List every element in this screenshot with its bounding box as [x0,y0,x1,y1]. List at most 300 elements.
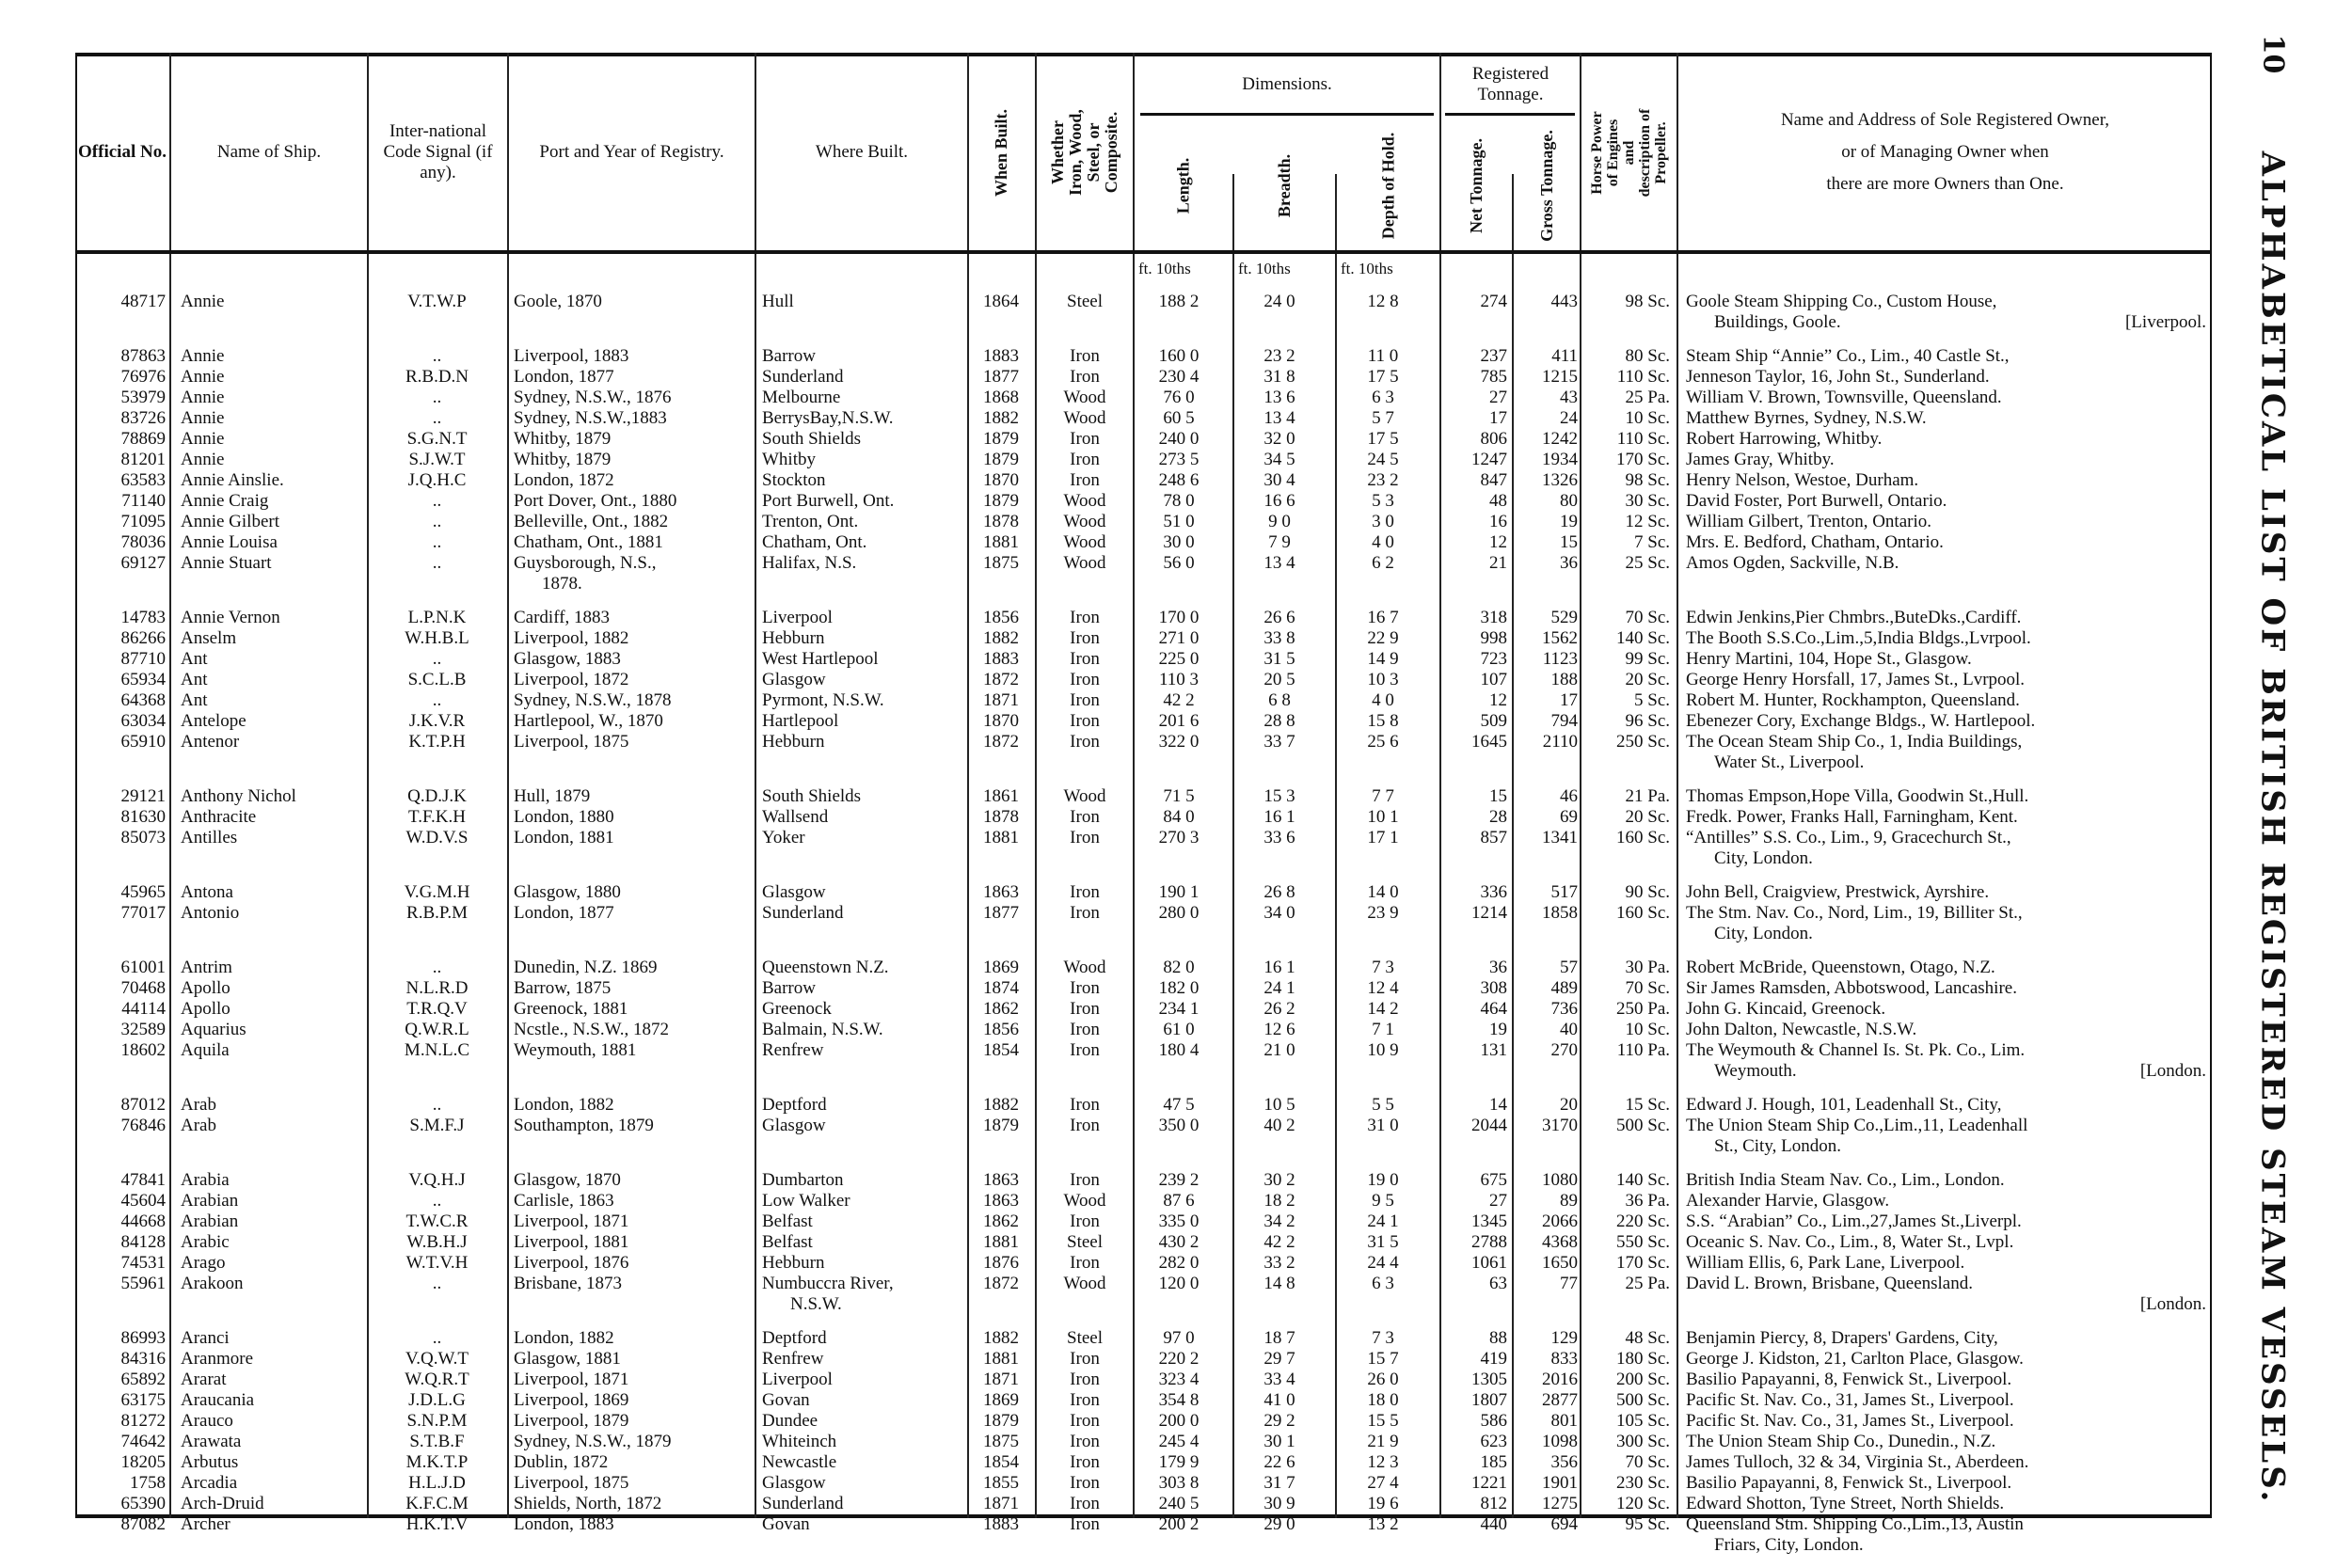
cell-dep: 7 7 [1372,786,1394,806]
cell-year: 1879 [983,1116,1019,1135]
cell-mat: Iron [1070,1432,1100,1451]
cell-signal: .. [432,690,442,710]
table-row [75,1494,2212,1514]
cell-no: 81272 [120,1411,166,1431]
table-row [75,786,2212,807]
cell-net: 12 [1489,532,1507,552]
cell-net: 1061 [1471,1253,1507,1273]
cell-built: Sunderland [762,903,844,923]
table-row [75,1473,2212,1494]
cell-signal: Q.W.R.L [405,1020,469,1039]
cell-built: Yoker [762,828,805,847]
cell-no: 65910 [120,732,166,752]
cell-signal: .. [432,958,442,977]
cell-owner: Jenneson Taylor, 16, John St., Sunderland. [1686,367,1990,387]
cell-no: 81201 [120,450,166,469]
cell-hp: 160 Sc. [1616,903,1670,923]
cell-owner: Matthew Byrnes, Sydney, N.S.W. [1686,408,1927,428]
cell-built: Sunderland [762,367,844,387]
cell-len: 182 0 [1158,978,1200,998]
cell-br: 30 9 [1263,1494,1295,1513]
cell-br: 16 1 [1263,807,1295,827]
cell-net: 1221 [1471,1473,1507,1493]
cell-name: Apollo [181,999,230,1019]
header-owner-line1: Name and Address of Sole Registered Owner, [1780,110,2110,130]
cell-dep: 24 4 [1367,1253,1399,1273]
cell-len: 280 0 [1158,903,1200,923]
cell-net: 27 [1489,388,1507,407]
cell-hp: 70 Sc. [1625,608,1670,627]
cell-year: 1856 [983,608,1019,627]
cell-gross: 46 [1560,786,1578,806]
cell-name: Annie Stuart [181,553,272,573]
cell-dep: 24 5 [1367,450,1399,469]
cell-mat: Wood [1063,1274,1106,1293]
cell-built: Deptford [762,1328,827,1348]
cell-signal: .. [432,346,442,366]
cell-br: 30 1 [1263,1432,1295,1451]
cell-port: London, 1880 [514,807,614,827]
cell-dep: 31 0 [1367,1116,1399,1135]
cell-signal: T.R.Q.V [406,999,468,1019]
cell-net: 28 [1489,807,1507,827]
cell-built: West Hartlepool [762,649,879,669]
row-spacer [75,773,2212,786]
table-row [75,470,2212,491]
cell-owner2: Water St., Liverpool. [1714,752,1865,772]
cell-year: 1862 [983,1212,1019,1231]
cell-net: 509 [1480,711,1507,731]
header-port-year: Port and Year of Registry. [539,142,724,162]
row-spacer [75,1082,2212,1095]
cell-no: 86993 [120,1328,166,1348]
cell-name: Arauco [181,1411,233,1431]
cell-mat: Iron [1070,1370,1100,1389]
cell-dep: 27 4 [1367,1473,1399,1493]
cell-mat: Wood [1063,408,1106,428]
cell-gross: 19 [1560,512,1578,531]
cell-hp: 7 Sc. [1634,532,1670,552]
cell-hp: 105 Sc. [1616,1411,1670,1431]
cell-port: Liverpool, 1871 [514,1212,629,1231]
cell-no: 29121 [120,786,166,806]
cell-net: 131 [1480,1040,1507,1060]
header-horse-power [1581,56,1677,248]
cell-owner: Basilio Papayanni, 8, Fenwick St., Liverpool. [1686,1370,2012,1389]
cell-gross: 356 [1550,1452,1578,1472]
cell-year: 1854 [983,1040,1019,1060]
cell-net: 1305 [1471,1370,1507,1389]
cell-built: Halifax, N.S. [762,553,857,573]
cell-year: 1854 [983,1452,1019,1472]
table-row-continuation [75,752,2212,773]
cell-net: 1645 [1471,732,1507,752]
cell-year: 1869 [983,1390,1019,1410]
cell-dep: 12 3 [1367,1452,1399,1472]
header-length [1135,122,1232,248]
cell-len: 30 0 [1163,532,1195,552]
cell-len: 239 2 [1158,1170,1200,1190]
cell-no: 76846 [120,1116,166,1135]
cell-year: 1881 [983,532,1019,552]
cell-mat: Iron [1070,470,1100,490]
row-spacer [75,1157,2212,1170]
cell-no: 44114 [121,999,166,1019]
cell-no: 65892 [120,1370,166,1389]
cell-year: 1868 [983,388,1019,407]
cell-owner: David L. Brown, Brisbane, Queensland. [1686,1274,1973,1293]
cell-mat: Iron [1070,346,1100,366]
cell-mat: Wood [1063,553,1106,573]
cell-dep: 10 1 [1367,807,1399,827]
table-row [75,1253,2212,1274]
cell-dep: 18 0 [1367,1390,1399,1410]
cell-mat: Iron [1070,1473,1100,1493]
cell-name: Annie [181,388,225,407]
cell-len: 120 0 [1158,1274,1200,1293]
cell-mat: Iron [1070,690,1100,710]
cell-hp: 48 Sc. [1625,1328,1670,1348]
cell-year: 1861 [983,786,1019,806]
cell-year: 1881 [983,1349,1019,1369]
table-row [75,1328,2212,1349]
cell-owner: Queensland Stm. Shipping Co.,Lim.,13, Austin [1686,1514,2024,1534]
cell-br: 29 2 [1263,1411,1295,1431]
cell-net: 308 [1480,978,1507,998]
cell-mat: Iron [1070,1040,1100,1060]
cell-hp: 500 Sc. [1616,1390,1670,1410]
cell-built: Stockton [762,470,826,490]
cell-built: South Shields [762,786,862,806]
cell-owner: James Gray, Whitby. [1686,450,1835,469]
cell-len: 76 0 [1163,388,1195,407]
cell-br: 40 2 [1263,1116,1295,1135]
cell-signal: V.G.M.H [404,882,470,902]
cell-mat: Iron [1070,1020,1100,1039]
cell-len: 60 5 [1163,408,1195,428]
cell-built: Trenton, Ont. [762,512,859,531]
units-depth: ft. 10ths [1341,260,1393,277]
cell-signal: .. [432,491,442,511]
cell-br: 14 8 [1263,1274,1295,1293]
dimensions-rule [1140,113,1434,116]
table-row [75,978,2212,999]
cell-dep: 17 1 [1367,828,1399,847]
cell-year: 1879 [983,450,1019,469]
side-title-text: ALPHABETICAL LIST OF BRITISH REGISTERED STEAM VESSELS. [2253,150,2292,1505]
cell-dep: 22 9 [1367,628,1399,648]
cell-year: 1879 [983,491,1019,511]
cell-no: 65934 [120,670,166,689]
cell-br: 28 8 [1263,711,1295,731]
cell-port: London, 1881 [514,828,614,847]
cell-br: 34 2 [1263,1212,1295,1231]
table-row [75,1232,2212,1253]
cell-len: 87 6 [1163,1191,1195,1211]
cell-signal: .. [432,649,442,669]
cell-br: 33 4 [1263,1370,1295,1389]
cell-br: 31 8 [1263,367,1295,387]
cell-hp: 36 Pa. [1625,1191,1670,1211]
cell-hp: 98 Sc. [1625,292,1670,311]
cell-name: Aranci [181,1328,230,1348]
cell-len: 71 5 [1163,786,1195,806]
cell-br: 13 6 [1263,388,1295,407]
cell-mat: Iron [1070,999,1100,1019]
cell-built: Govan [762,1390,810,1410]
cell-gross: 1098 [1542,1432,1578,1451]
cell-signal: S.J.W.T [408,450,466,469]
cell-no: 44668 [120,1212,166,1231]
cell-built: Renfrew [762,1040,824,1060]
cell-hp: 170 Sc. [1616,1253,1670,1273]
cell-name: Arcadia [181,1473,238,1493]
side-title [2244,150,2300,1505]
cell-dep: 19 6 [1367,1494,1399,1513]
cell-owner: James Tulloch, 32 & 34, Virginia St., Aberdeen. [1686,1452,2029,1472]
cell-port: Liverpool, 1869 [514,1390,629,1410]
cell-name: Annie [181,408,225,428]
cell-br: 20 5 [1263,670,1295,689]
cell-len: 170 0 [1158,608,1200,627]
cell-net: 440 [1480,1514,1507,1534]
cell-year: 1871 [983,1494,1019,1513]
cell-no: 87710 [120,649,166,669]
cell-dep: 5 7 [1372,408,1394,428]
cell-net: 847 [1480,470,1507,490]
cell-signal: .. [432,532,442,552]
cell-gross: 1341 [1542,828,1578,847]
cell-year: 1877 [983,903,1019,923]
table-row [75,1116,2212,1136]
cell-br: 23 2 [1263,346,1295,366]
cell-mat: Iron [1070,1390,1100,1410]
cell-name: Anthracite [181,807,257,827]
cell-len: 97 0 [1163,1328,1195,1348]
table-row-continuation [75,574,2212,594]
cell-gross: 1123 [1542,649,1578,669]
cell-signal: .. [432,553,442,573]
cell-net: 237 [1480,346,1507,366]
cell-no: 14783 [120,608,166,627]
cell-owner: S.S. “Arabian” Co., Lim.,27,James St.,Liverpl. [1686,1212,2022,1231]
cell-owner: Ebenezer Cory, Exchange Bldgs., W. Hartlepool. [1686,711,2036,731]
cell-name: Annie [181,292,225,311]
cell-br: 33 7 [1263,732,1295,752]
cell-name: Arabian [181,1191,239,1211]
cell-port: Cardiff, 1883 [514,608,611,627]
cell-no: 87012 [120,1095,166,1115]
cell-hp: 15 Sc. [1625,1095,1670,1115]
cell-gross: 2110 [1542,732,1578,752]
cell-signal: J.Q.H.C [407,470,467,490]
cell-owner: Fredk. Power, Franks Hall, Farningham, Kent. [1686,807,2018,827]
cell-dep: 19 0 [1367,1170,1399,1190]
cell-owner: Mrs. E. Bedford, Chatham, Ontario. [1686,532,1944,552]
cell-gross: 57 [1560,958,1578,977]
cell-port: Liverpool, 1882 [514,628,629,648]
cell-br: 9 0 [1268,512,1291,531]
cell-name: Arabian [181,1212,239,1231]
cell-owner: The Stm. Nav. Co., Nord, Lim., 19, Billiter St., [1686,903,2023,923]
cell-built: Port Burwell, Ont. [762,491,895,511]
cell-hp: 140 Sc. [1616,628,1670,648]
cell-no: 61001 [120,958,166,977]
cell-name: Arabic [181,1232,230,1252]
table-row [75,346,2212,367]
cell-mat: Iron [1070,649,1100,669]
cell-br: 18 2 [1263,1191,1295,1211]
cell-net: 63 [1489,1274,1507,1293]
cell-owner2r: [London. [2139,1294,2206,1314]
cell-net: 274 [1480,292,1507,311]
table-row [75,882,2212,903]
cell-built: Glasgow [762,1473,826,1493]
cell-name: Anthony Nichol [181,786,296,806]
cell-port: Dublin, 1872 [514,1452,609,1472]
cell-len: 240 5 [1158,1494,1200,1513]
cell-year: 1870 [983,711,1019,731]
header-material-text: Whether Iron, Wood, Steel, or Composite. [1048,109,1120,196]
cell-year: 1875 [983,1432,1019,1451]
cell-len: 271 0 [1158,628,1200,648]
cell-built: Deptford [762,1095,827,1115]
cell-built: Numbuccra River, [762,1274,894,1293]
cell-net: 2044 [1471,1116,1507,1135]
cell-net: 21 [1489,553,1507,573]
table-row [75,1390,2212,1411]
cell-year: 1878 [983,807,1019,827]
cell-hp: 99 Sc. [1625,649,1670,669]
cell-mat: Iron [1070,1514,1100,1534]
cell-gross: 1326 [1542,470,1578,490]
cell-port: Liverpool, 1883 [514,346,629,366]
cell-year: 1882 [983,628,1019,648]
cell-net: 723 [1480,649,1507,669]
cell-hp: 110 Sc. [1616,429,1670,449]
cell-len: 335 0 [1158,1212,1200,1231]
cell-net: 48 [1489,491,1507,511]
cell-hp: 30 Pa. [1625,958,1670,977]
cell-hp: 120 Sc. [1616,1494,1670,1513]
cell-no: 87082 [120,1514,166,1534]
table-row [75,690,2212,711]
cell-net: 857 [1480,828,1507,847]
cell-mat: Iron [1070,1411,1100,1431]
cell-dep: 4 0 [1372,532,1394,552]
cell-signal: S.M.F.J [409,1116,465,1135]
cell-year: 1874 [983,978,1019,998]
cell-name: Araucania [181,1390,255,1410]
cell-br: 31 7 [1263,1473,1295,1493]
cell-hp: 220 Sc. [1616,1212,1670,1231]
cell-mat: Iron [1070,628,1100,648]
cell-net: 586 [1480,1411,1507,1431]
cell-port: Barrow, 1875 [514,978,612,998]
cell-year: 1855 [983,1473,1019,1493]
cell-len: 240 0 [1158,429,1200,449]
cell-name: Ant [181,670,208,689]
cell-built: Barrow [762,346,816,366]
cell-gross: 1215 [1542,367,1578,387]
cell-built: Melbourne [762,388,841,407]
cell-hp: 110 Sc. [1616,367,1670,387]
cell-port: Sydney, N.S.W., 1878 [514,690,672,710]
cell-len: 42 2 [1163,690,1195,710]
cell-dep: 12 4 [1367,978,1399,998]
cell-hp: 96 Sc. [1625,711,1670,731]
cell-dep: 7 3 [1372,1328,1394,1348]
header-official-no: Official No. [78,142,167,162]
cell-port2: 1878. [542,574,582,594]
row-spacer [75,594,2212,608]
cell-no: 53979 [120,388,166,407]
cell-name: Anselm [181,628,237,648]
cell-mat: Iron [1070,828,1100,847]
cell-gross: 3170 [1542,1116,1578,1135]
cell-signal: H.K.T.V [405,1514,469,1534]
table-row [75,1452,2212,1473]
cell-len: 201 6 [1158,711,1200,731]
cell-mat: Iron [1070,429,1100,449]
cell-port: London, 1872 [514,470,614,490]
cell-dep: 9 5 [1372,1191,1394,1211]
cell-name: Antrim [181,958,232,977]
cell-name: Arbutus [181,1452,239,1472]
table-row [75,903,2212,924]
cell-owner: Robert McBride, Queenstown, Otago, N.Z. [1686,958,1995,977]
cell-owner: Alexander Harvie, Glasgow. [1686,1191,1890,1211]
cell-owner: Goole Steam Shipping Co., Custom House, [1686,292,1997,311]
cell-owner2: Friars, City, London. [1714,1535,1864,1555]
cell-signal: S.N.P.M [406,1411,468,1431]
cell-no: 71140 [121,491,166,511]
cell-port: London, 1877 [514,903,614,923]
cell-dep: 10 3 [1367,670,1399,689]
cell-mat: Wood [1063,491,1106,511]
cell-gross: 20 [1560,1095,1578,1115]
cell-port: Liverpool, 1879 [514,1411,629,1431]
cell-no: 85073 [120,828,166,847]
cell-built: Pyrmont, N.S.W. [762,690,884,710]
cell-net: 1247 [1471,450,1507,469]
cell-gross: 24 [1560,408,1578,428]
cell-mat: Iron [1070,1452,1100,1472]
table-row [75,649,2212,670]
cell-signal: V.Q.W.T [405,1349,469,1369]
cell-owner2: City, London. [1714,924,1813,943]
cell-name: Arawata [181,1432,242,1451]
table-row [75,1040,2212,1061]
cell-dep: 7 3 [1372,958,1394,977]
cell-signal: J.K.V.R [408,711,466,731]
cell-signal: M.N.L.C [404,1040,470,1060]
cell-gross: 443 [1550,292,1578,311]
cell-gross: 80 [1560,491,1578,511]
cell-dep: 14 2 [1367,999,1399,1019]
table-row [75,1349,2212,1370]
cell-owner: John Dalton, Newcastle, N.S.W. [1686,1020,1917,1039]
cell-mat: Wood [1063,958,1106,977]
cell-year: 1883 [983,1514,1019,1534]
cell-name: Annie [181,429,225,449]
cell-owner: Edwin Jenkins,Pier Chmbrs.,ButeDks.,Cardiff. [1686,608,2022,627]
cell-hp: 70 Sc. [1625,1452,1670,1472]
table-row [75,388,2212,408]
cell-net: 318 [1480,608,1507,627]
cell-port: Port Dover, Ont., 1880 [514,491,677,511]
cell-port: Liverpool, 1881 [514,1232,629,1252]
